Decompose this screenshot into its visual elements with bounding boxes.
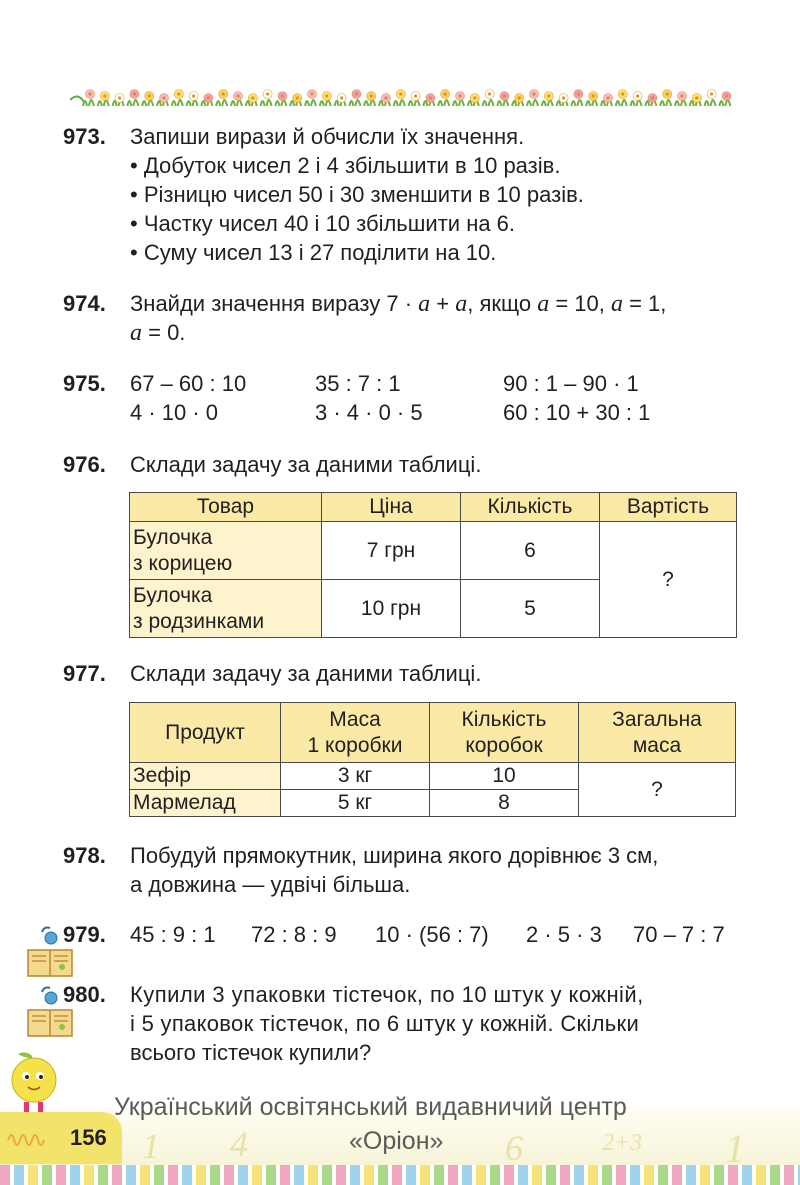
header-product: Товар [130,493,322,522]
product-name-line: з родзинками [133,609,265,633]
task-977-text: Склади задачу за даними таблиці. [130,661,482,686]
flower-center-decoration [310,92,313,95]
grass-decoration [586,100,597,106]
flower-center-decoration [266,92,269,95]
flower-center-decoration [606,96,609,99]
task-980-number: 980. [63,982,106,1007]
grass-decoration [98,100,109,106]
grass-decoration [705,100,716,106]
flower-center-decoration [296,96,299,99]
publisher-line-1: Український освітянський видавничий центр [114,1093,627,1121]
flower-center-decoration [177,92,180,95]
grass-decoration [142,100,153,106]
header-cost: Вартість [600,493,737,522]
variable-a: a [537,291,550,317]
variable-a: a [130,320,142,346]
flower-center-decoration [488,92,491,95]
grass-decoration [216,100,227,106]
grass-decoration [438,100,449,106]
grass-decoration [719,100,730,106]
grass-decoration [83,100,94,106]
flower-center-decoration [680,94,683,97]
task-979-number: 979. [63,922,106,947]
task-974-part: = 0. [142,320,186,345]
flower-center-decoration [444,92,447,95]
grass-decoration [631,100,642,106]
task-976-number: 976. [63,452,106,477]
grass-decoration [261,100,272,106]
grass-decoration [364,100,375,106]
grass-decoration [616,100,627,106]
grass-decoration [542,100,553,106]
flower-center-decoration [281,94,284,97]
header-box-count [430,703,579,763]
header-line: Загальна [612,707,702,731]
task-973-intro: Запиши вирази й обчисли їх значення. [130,124,525,149]
lemon-mascot-icon [4,1050,64,1116]
grass-decoration [453,100,464,106]
task-975-number: 975. [63,371,106,396]
header-line: Кількість [461,707,547,731]
product-name-line: Булочка [133,583,213,607]
flower-border-decoration [70,82,740,108]
svg-text:4: 4 [230,1124,248,1164]
flower-center-decoration [577,92,580,95]
grass-decoration [187,100,198,106]
flower-center-decoration [251,96,254,99]
price-cell: 10 грн [322,580,461,638]
task-974-part: Знайди значення виразу 7 · [130,291,419,316]
grass-decoration [497,100,508,106]
variable-a: a [610,291,623,317]
flower-center-decoration [547,94,550,97]
task-979-expr: 2 · 5 · 3 [526,922,602,947]
flower-center-decoration [621,92,624,95]
flower-center-decoration [133,92,136,95]
grass-decoration [571,100,582,106]
task-980-line-2: і 5 упаковок тістечок, по 6 штук у кожній. Скільки [130,1011,640,1036]
flower-center-decoration [636,94,639,97]
scribble-decoration [6,1126,56,1150]
task-978-number: 978. [63,843,106,868]
flower-center-decoration [192,94,195,97]
task-974-number: 974. [63,291,106,316]
footer-stripe [0,1165,800,1185]
header-line: Маса [329,707,381,731]
task-979-expr: 10 · (56 : 7) [375,922,489,947]
task-979-expr: 45 : 9 : 1 [130,922,216,947]
product-name-line: Булочка [133,525,213,549]
task-975-expr: 3 · 4 · 0 · 5 [315,400,423,425]
task-974-part: , якщо [467,291,538,316]
cost-cell: ? [600,522,737,638]
task-974-text [130,289,666,319]
price-table [129,492,737,638]
product-name-line: з корицею [133,551,233,575]
flower-center-decoration [532,92,535,95]
task-978-line-1: Побудуй прямокутник, ширина якого дорівнює 3 см, [130,843,659,868]
product-cell [130,522,322,580]
flower-center-decoration [236,94,239,97]
flower-center-decoration [118,96,121,99]
variable-a: a [418,291,431,317]
mass-cell: 3 кг [281,763,430,790]
svg-text:2+3: 2+3 [602,1130,643,1156]
flower-center-decoration [503,94,506,97]
task-973-item-3: • Частку чисел 40 і 10 збільшити на 6. [130,211,516,236]
task-975-expr: 90 : 1 – 90 · 1 [503,371,639,396]
grass-decoration [483,100,494,106]
publisher-line-2: «Оріон» [349,1127,444,1155]
header-line: 1 коробки [307,733,403,757]
flower-center-decoration [370,94,373,97]
flower-center-decoration [162,96,165,99]
flower-center-decoration [666,92,669,95]
flower-center-decoration [103,94,106,97]
task-980-line-1: Купили 3 упаковки тістечок, по 10 штук у кожній, [130,982,644,1007]
flower-center-decoration [340,96,343,99]
task-973-item-2: • Різницю чисел 50 і 30 зменшити в 10 разів. [130,182,584,207]
flower-center-decoration [473,96,476,99]
flower-center-decoration [592,94,595,97]
flower-center-decoration [458,94,461,97]
page-number-tab [0,1112,122,1164]
quantity-cell: 6 [461,522,600,580]
total-mass-cell: ? [579,763,736,817]
header-price: Ціна [322,493,461,522]
flower-center-decoration [399,92,402,95]
flower-center-decoration [355,92,358,95]
grass-decoration [275,100,286,106]
flower-center-decoration [207,96,210,99]
task-973-item-4: • Суму чисел 13 і 27 поділити на 10. [130,240,497,265]
grass-decoration [660,100,671,106]
svg-text:1: 1 [142,1126,160,1164]
task-979-expr: 72 : 8 : 9 [251,922,337,947]
task-974-text-line2 [130,318,185,348]
task-974-part: + [430,291,456,316]
grass-decoration [409,100,420,106]
grass-decoration [320,100,331,106]
flower-center-decoration [414,94,417,97]
flower-center-decoration [518,96,521,99]
task-977-number: 977. [63,661,106,686]
variable-a: a [455,291,468,317]
task-973-number: 973. [63,124,106,149]
header-quantity: Кількість [461,493,600,522]
header-mass [281,703,430,763]
task-975-expr: 67 – 60 : 10 [130,371,247,396]
task-975-expr: 35 : 7 : 1 [315,371,401,396]
header-line: маса [632,733,682,757]
flower-center-decoration [325,94,328,97]
count-cell: 10 [430,763,579,790]
header-total-mass [579,703,736,763]
grass-decoration [172,100,183,106]
grass-decoration [231,100,242,106]
grass-decoration [349,100,360,106]
task-974-part: = 1, [622,291,667,316]
product-cell [130,580,322,638]
count-cell: 8 [430,790,579,817]
flower-center-decoration [88,92,91,95]
price-cell: 7 грн [322,522,461,580]
task-979-expr: 70 – 7 : 7 [633,922,725,947]
quantity-cell: 5 [461,580,600,638]
grass-decoration [394,100,405,106]
header-product: Продукт [130,703,281,763]
grass-decoration [305,100,316,106]
mass-cell: 5 кг [281,790,430,817]
flower-center-decoration [725,94,728,97]
task-973-item-1: • Добуток чисел 2 і 4 збільшити в 10 разів. [130,153,561,178]
flower-center-decoration [222,92,225,95]
page-number: 156 [70,1125,107,1150]
product-cell: Зефір [130,763,281,790]
grass-decoration [675,100,686,106]
task-974-part: = 10, [549,291,611,316]
svg-text:6: 6 [505,1128,523,1164]
flower-center-decoration [651,96,654,99]
task-978-line-2: а довжина — удвічі більша. [130,872,411,897]
header-line: коробок [465,733,543,757]
mass-table [129,702,736,817]
svg-text:1: 1 [725,1126,745,1164]
task-975-expr: 4 · 10 · 0 [130,400,219,425]
flower-center-decoration [710,92,713,95]
task-980-line-3: всього тістечок купили? [130,1040,372,1065]
product-cell: Мармелад [130,790,281,817]
task-976-text: Склади задачу за даними таблиці. [130,452,482,477]
task-975-expr: 60 : 10 + 30 : 1 [503,400,651,425]
flower-center-decoration [695,96,698,99]
flower-center-decoration [148,94,151,97]
grass-decoration [127,100,138,106]
flower-center-decoration [384,96,387,99]
grass-decoration [527,100,538,106]
flower-center-decoration [562,96,565,99]
flower-center-decoration [429,96,432,99]
